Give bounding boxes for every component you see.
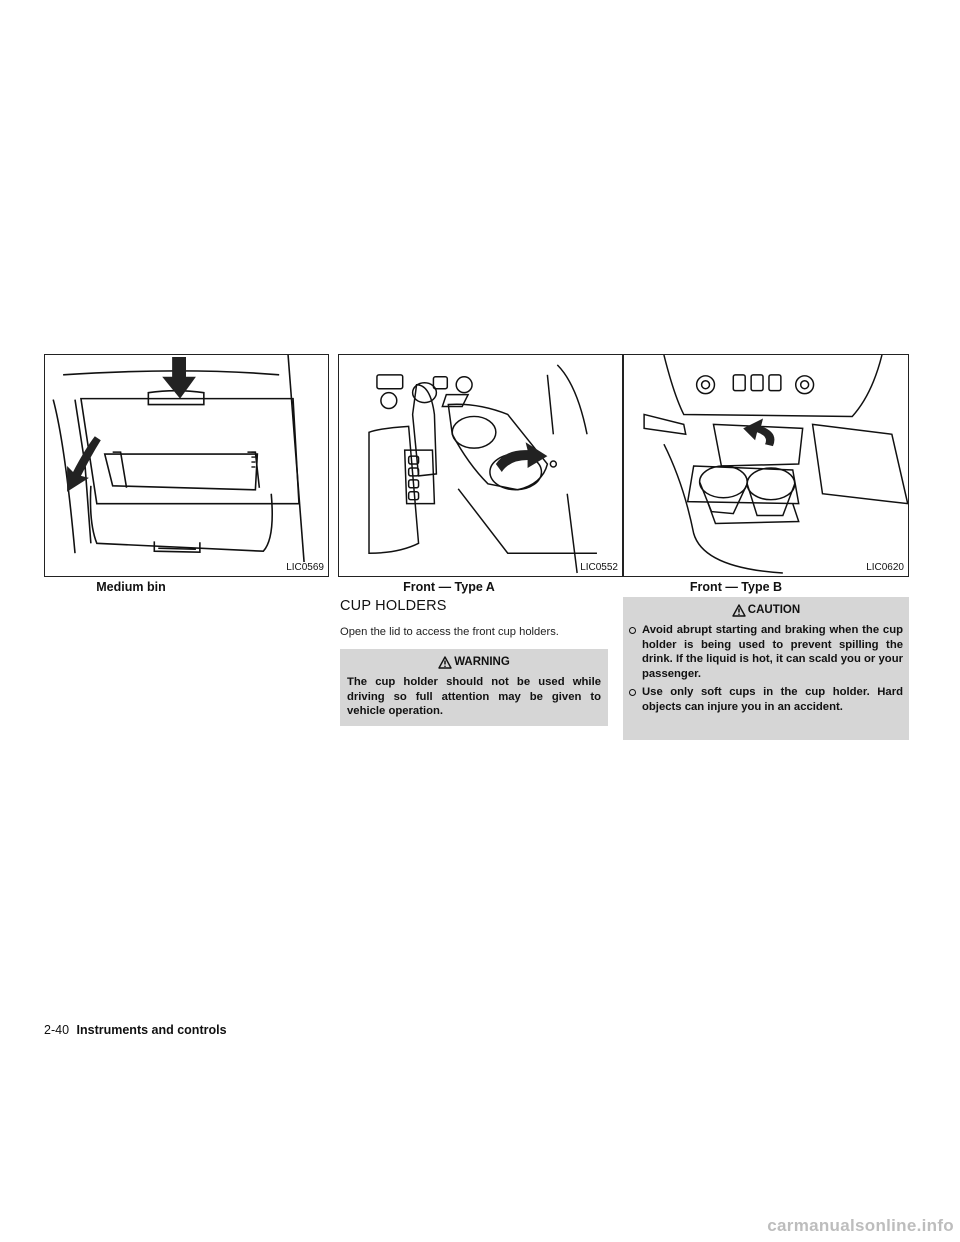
- figure-front-type-b: [623, 354, 909, 577]
- caution-title-text: CAUTION: [747, 604, 801, 616]
- cup-holder-type-a-illustration: [339, 355, 622, 576]
- warning-title-text: WARNING: [454, 656, 510, 668]
- figure-code: LIC0569: [286, 562, 324, 573]
- caption-front-type-a: Front — Type A: [403, 580, 495, 594]
- caution-list: [623, 618, 909, 715]
- figure-medium-bin: [44, 354, 329, 577]
- caution-item: [629, 685, 903, 714]
- caution-item: [629, 623, 903, 681]
- footer-section-title: Instruments and controls: [76, 1023, 227, 1037]
- watermark: carmanualsonline.info: [767, 1216, 954, 1235]
- figure-code: LIC0620: [866, 562, 904, 573]
- section-heading: CUP HOLDERS: [340, 598, 447, 614]
- warning-text: The cup holder should not be used while driving so full attention may be given to vehicle operation.: [347, 676, 601, 718]
- caution-item-text: Use only soft cups in the cup holder. Hard objects can injure you in an accident.: [642, 686, 903, 713]
- warning-box: [340, 649, 608, 726]
- caution-triangle-icon: [732, 604, 746, 617]
- figure-code: LIC0552: [580, 562, 618, 573]
- page-number: 2-40: [44, 1023, 70, 1037]
- caution-item-text: Avoid abrupt starting and braking when the cup holder is being used to prevent spilling the drink. If the liquid is hot, it can scald you or your passenger.: [642, 624, 903, 680]
- caution-box: [623, 597, 909, 740]
- warning-title: [340, 654, 608, 670]
- caption-medium-bin: Medium bin: [96, 580, 166, 594]
- section-intro: Open the lid to access the front cup holders.: [340, 626, 559, 638]
- cup-holder-type-b-illustration: [624, 355, 908, 576]
- figure-front-type-a: [338, 354, 623, 577]
- page-footer: [44, 1023, 227, 1037]
- caution-title: [623, 602, 909, 618]
- warning-triangle-icon: [438, 656, 452, 669]
- caption-front-type-b: Front — Type B: [689, 580, 783, 594]
- bullet-icon: [629, 689, 636, 696]
- bullet-icon: [629, 627, 636, 634]
- medium-bin-illustration: [45, 355, 328, 576]
